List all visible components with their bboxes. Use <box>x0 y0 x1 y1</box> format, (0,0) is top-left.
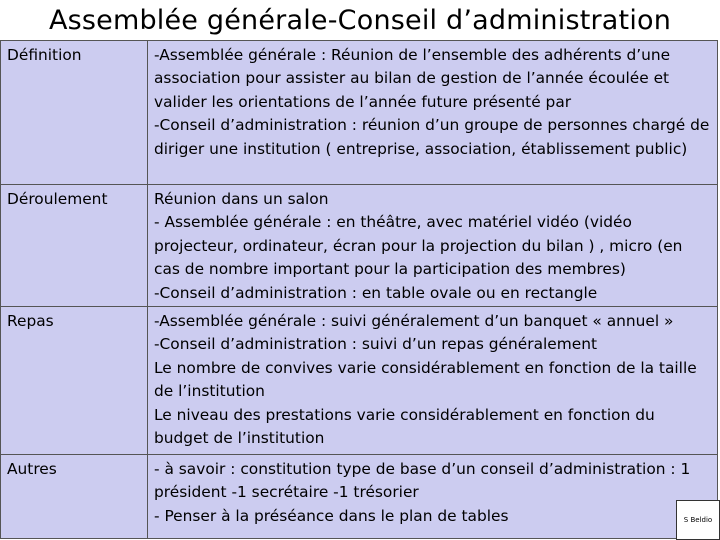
content-line: - à savoir : constitution type de base d’un conseil d’administration : 1 président -1 secrétaire -1 trésorier <box>154 460 691 502</box>
row-content <box>148 185 718 307</box>
table-row <box>1 455 718 539</box>
row-content <box>148 41 718 185</box>
table-row <box>1 185 718 307</box>
content-line: -Assemblée générale : Réunion de l’ensemble des adhérents d’une association pour assister au bilan de gestion de l’année écoulée et valider les orientations de l’année future présenté par <box>154 46 671 111</box>
content-line: -Conseil d’administration : suivi d’un repas généralement <box>154 335 597 354</box>
content-line: Réunion dans un salon <box>154 190 329 208</box>
content-line: Le nombre de convives varie considérablement en fonction de la taille de l’institution <box>154 358 697 401</box>
content-line: - Penser à la préséance dans le plan de tables <box>154 506 509 525</box>
row-content <box>148 307 718 455</box>
table-row <box>1 307 718 455</box>
content-line: Le niveau des prestations varie considérablement en fonction du budget de l’institution <box>154 405 655 448</box>
row-label: Définition <box>1 41 148 185</box>
row-label: Déroulement <box>1 185 148 307</box>
content-line: -Assemblée générale : suivi généralement d’un banquet « annuel » <box>154 312 674 330</box>
page-title: Assemblée générale-Conseil d’administration <box>48 5 672 36</box>
author-badge: S Beldio <box>676 500 720 540</box>
row-label: Autres <box>1 455 148 539</box>
content-line: - Assemblée générale : en théâtre, avec matériel vidéo (vidéo projecteur, ordinateur, écran pour la projection du bilan ) , micro (en cas de nombre important pour la participation des membres) <box>154 213 683 279</box>
table-row <box>1 41 718 185</box>
row-content <box>148 455 718 539</box>
content-line: -Conseil d’administration : en table ovale ou en rectangle <box>154 283 598 302</box>
row-label: Repas <box>1 307 148 455</box>
content-table <box>0 40 718 539</box>
content-line: -Conseil d’administration : réunion d’un groupe de personnes chargé de diriger une institution ( entreprise, association, établissement public) <box>154 116 710 158</box>
